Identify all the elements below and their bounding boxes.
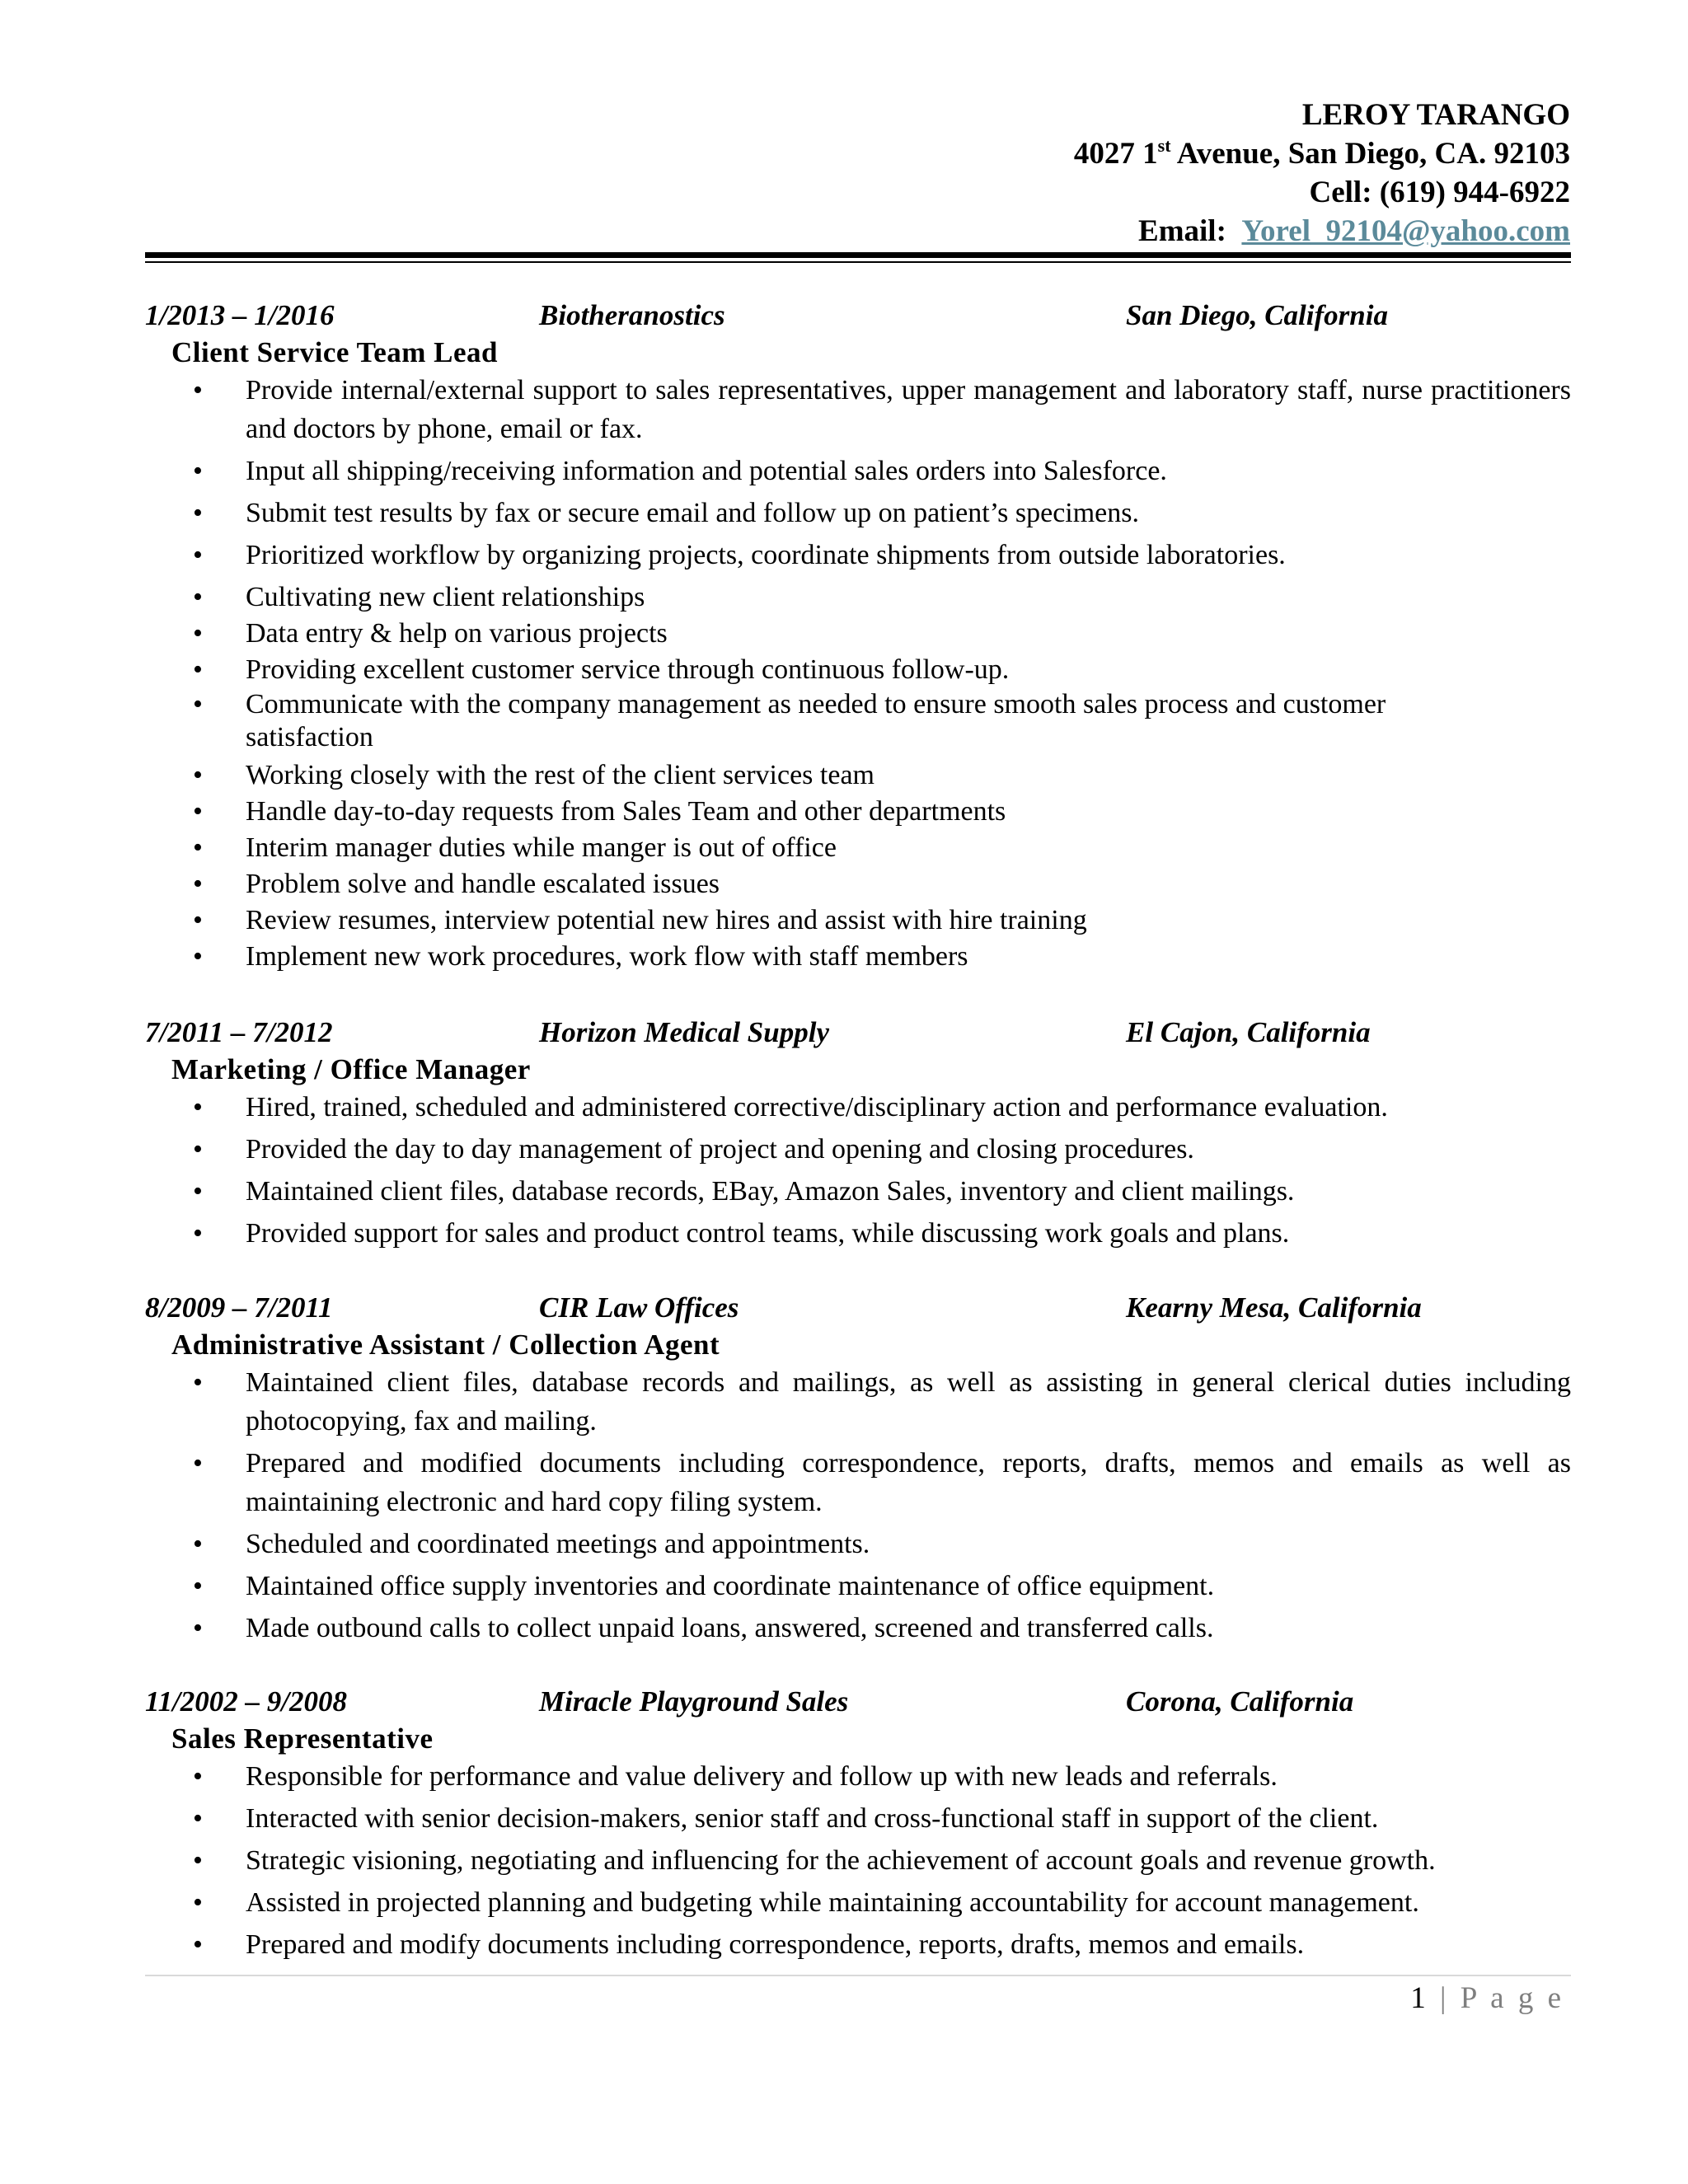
job-header (145, 1683, 1571, 1720)
page-footer (1410, 1978, 1564, 2019)
job-header (145, 1289, 1571, 1326)
duty-item: • Hired, trained, scheduled and administered corrective/disciplinary action and performance evaluation. (145, 1088, 1571, 1127)
duty-item: • Working closely with the rest of the client services team (145, 757, 1571, 794)
email-line (1074, 212, 1570, 251)
job-location: San Diego, California (1126, 299, 1388, 331)
duty-item: • Assisted in projected planning and budgeting while maintaining accountability for account management. (145, 1883, 1571, 1922)
job-company: Miracle Playground Sales (539, 1685, 849, 1718)
email-label: Email: (1138, 214, 1226, 248)
duty-item: • Interacted with senior decision-makers, senior staff and cross-functional staff in support of the client. (145, 1799, 1571, 1838)
job-header (145, 1014, 1571, 1051)
page-separator: | (1440, 1981, 1450, 2015)
job-company: CIR Law Offices (539, 1291, 739, 1324)
contact-header (1074, 96, 1570, 251)
job-entry (145, 1289, 1571, 1651)
duty-item: • Providing excellent customer service through continuous follow-up. (145, 652, 1571, 688)
duty-item: • Prioritized workflow by organizing projects, coordinate shipments from outside laboratories. (145, 536, 1571, 574)
duty-item: • Review resumes, interview potential new hires and assist with hire training (145, 902, 1571, 939)
job-location: Kearny Mesa, California (1126, 1291, 1422, 1324)
duty-item: • Communicate with the company management as needed to ensure smooth sales process and customer satisfaction (145, 688, 1571, 754)
job-dates: 1/2013 – 1/2016 (145, 299, 335, 331)
duty-item: • Interim manager duties while manger is out of office (145, 830, 1571, 866)
duty-item: • Provide internal/external support to sales representatives, upper management and laboratory staff, nurse practitioners and doctors by phone, email or fax. (145, 371, 1571, 448)
duty-item: • Made outbound calls to collect unpaid loans, answered, screened and transferred calls. (145, 1609, 1571, 1647)
job-title: Client Service Team Lead (171, 336, 498, 368)
job-title: Sales Representative (171, 1722, 434, 1755)
job-location: El Cajon, California (1126, 1016, 1371, 1048)
duty-item: • Responsible for performance and value delivery and follow up with new leads and referrals. (145, 1757, 1571, 1796)
duty-item: • Handle day-to-day requests from Sales Team and other departments (145, 794, 1571, 830)
job-duties-list (145, 1363, 1571, 1647)
header-divider-thick (145, 252, 1571, 258)
address-street: Avenue, San Diego, CA. 92103 (1170, 137, 1570, 171)
cell-phone: Cell: (619) 944-6922 (1309, 176, 1570, 209)
job-entry (145, 297, 1571, 975)
address-number: 4027 1 (1073, 137, 1158, 171)
duty-item: • Prepared and modify documents including correspondence, reports, drafts, memos and emails. (145, 1925, 1571, 1964)
job-dates: 8/2009 – 7/2011 (145, 1291, 333, 1324)
address-ordinal: st (1157, 135, 1171, 156)
job-duties-list (145, 1088, 1571, 1253)
job-title: Administrative Assistant / Collection Agent (171, 1329, 720, 1361)
duty-item: • Maintained client files, database records, EBay, Amazon Sales, inventory and client mailings. (145, 1172, 1571, 1211)
header-divider-thin (145, 261, 1571, 263)
duty-item: • Provided support for sales and product control teams, while discussing work goals and plans. (145, 1214, 1571, 1253)
duty-item: • Cultivating new client relationships (145, 579, 1571, 616)
job-company: Biotheranostics (539, 299, 725, 331)
duty-item: • Submit test results by fax or secure email and follow up on patient’s specimens. (145, 494, 1571, 532)
job-dates: 11/2002 – 9/2008 (145, 1685, 348, 1718)
job-title: Marketing / Office Manager (171, 1053, 531, 1085)
job-company: Horizon Medical Supply (539, 1016, 829, 1048)
duty-item: • Maintained client files, database records and mailings, as well as assisting in general clerical duties including photocopying, fax and mailing. (145, 1363, 1571, 1441)
job-location: Corona, California (1126, 1685, 1354, 1718)
job-entry (145, 1683, 1571, 1967)
duty-item: • Prepared and modified documents including correspondence, reports, drafts, memos and emails as well as maintaining electronic and hard copy filing system. (145, 1444, 1571, 1521)
duty-item: • Input all shipping/receiving information and potential sales orders into Salesforce. (145, 452, 1571, 490)
duty-item: • Data entry & help on various projects (145, 616, 1571, 652)
duty-item: • Problem solve and handle escalated issues (145, 866, 1571, 902)
footer-divider (145, 1975, 1571, 1976)
duty-item: • Strategic visioning, negotiating and influencing for the achievement of account goals and revenue growth. (145, 1841, 1571, 1880)
job-duties-list (145, 371, 1571, 975)
email-link[interactable]: Yorel_92104@yahoo.com (1241, 214, 1570, 248)
job-duties-list (145, 1757, 1571, 1964)
job-dates: 7/2011 – 7/2012 (145, 1016, 333, 1048)
duty-item: • Maintained office supply inventories and coordinate maintenance of office equipment. (145, 1567, 1571, 1605)
duty-item: • Scheduled and coordinated meetings and appointments. (145, 1525, 1571, 1563)
address-line (1074, 134, 1570, 173)
page-number: 1 (1410, 1981, 1429, 2015)
job-entry (145, 1014, 1571, 1256)
duty-item: • Provided the day to day management of project and opening and closing procedures. (145, 1130, 1571, 1169)
duty-item: • Implement new work procedures, work flow with staff members (145, 939, 1571, 975)
candidate-name: LEROY TARANGO (1301, 98, 1570, 132)
job-header (145, 297, 1571, 334)
page-label: P a g e (1460, 1981, 1564, 2015)
